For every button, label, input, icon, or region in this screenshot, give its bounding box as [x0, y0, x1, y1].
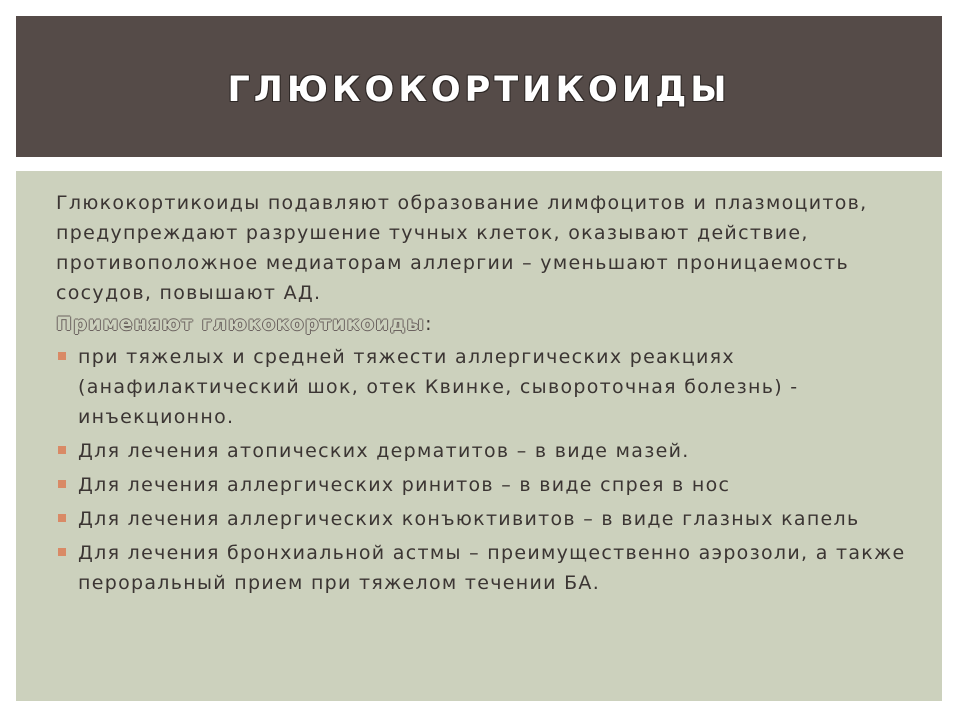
- content-box: [16, 171, 942, 701]
- list-item: [56, 470, 916, 500]
- list-item-text: Для лечения бронхиальной астмы – преимущественно аэрозоли, а также пероральный прием при тяжелом течении БА.: [78, 542, 906, 594]
- apply-colon: :: [425, 313, 433, 335]
- square-bullet-icon: [58, 480, 66, 488]
- slide-title: ГЛЮКОКОРТИКОИДЫ: [227, 69, 731, 110]
- list-item-text: Для лечения аллергических конъюктивитов – в виде глазных капель: [78, 508, 860, 530]
- intro-paragraph: Глюкокортикоиды подавляют образование лимфоцитов и плазмоцитов, предупреждают разрушение тучных клеток, оказывают действие, противоположное медиаторам аллергии – уменьшают проницаемость сосудов, повышают АД.: [56, 192, 868, 304]
- list-item: [56, 504, 916, 534]
- list-item: [56, 342, 916, 432]
- list-item-text: Для лечения атопических дерматитов – в виде мазей.: [78, 440, 690, 462]
- square-bullet-icon: [58, 548, 66, 556]
- title-bar: [16, 16, 942, 157]
- square-bullet-icon: [58, 446, 66, 454]
- list-item: [56, 538, 916, 598]
- content-text: [56, 188, 916, 602]
- apply-heading: Применяют глюкокортикоиды: [56, 313, 426, 335]
- list-item-text: Для лечения аллергических ринитов – в виде спрея в нос: [78, 474, 731, 496]
- list-item: [56, 436, 916, 466]
- square-bullet-icon: [58, 352, 66, 360]
- square-bullet-icon: [58, 514, 66, 522]
- bullet-list: [56, 342, 916, 598]
- apply-line: [56, 309, 916, 339]
- list-item-text: при тяжелых и средней тяжести аллергических реакциях (анафилактический шок, отек Квинке, сывороточная болезнь) - инъекционно.: [78, 346, 799, 428]
